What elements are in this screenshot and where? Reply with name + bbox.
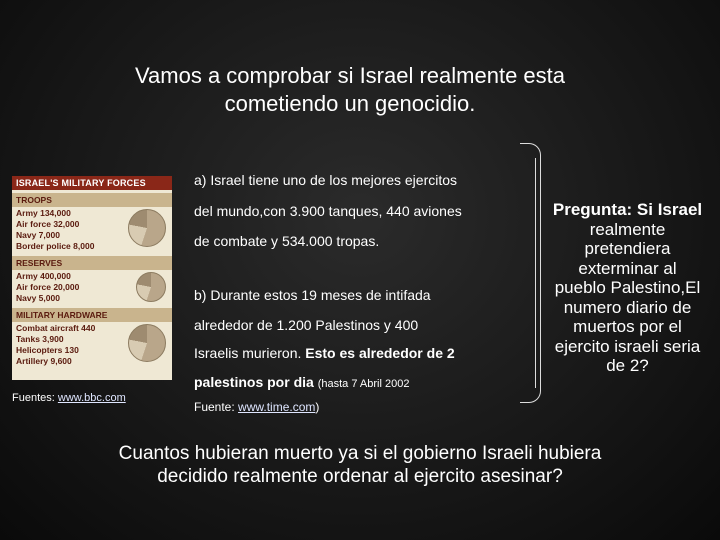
section-title-hardware: MILITARY HARDWARE [12, 308, 172, 322]
question-line: exterminar al [578, 258, 677, 278]
bbc-link[interactable]: www.bbc.com [57, 392, 126, 404]
question-line: pretendiera [584, 239, 671, 258]
para-b-bold: Esto es alrededor de 2 [305, 345, 455, 361]
troops-rows [12, 207, 172, 253]
question-line: pueblo Palestino,El [554, 278, 701, 297]
section-title-reserves: RESERVES [12, 256, 172, 270]
question-line: Pregunta: Si Israel [552, 200, 703, 219]
para-a-line: de combate y 534.000 tropas. [194, 233, 380, 249]
slide-title [60, 62, 640, 118]
hardware-row: Helicopters 130 [16, 345, 79, 355]
source-time [194, 399, 319, 416]
military-forces-heading: ISRAEL'S MILITARY FORCES [12, 176, 172, 190]
title-line: Vamos a comprobar si Israel realmente esta [135, 63, 565, 88]
troops-row: Navy 7,000 [16, 230, 60, 240]
question-line: numero diario de [563, 297, 692, 317]
reserves-row: Air force 20,000 [16, 282, 80, 292]
question-line: de 2? [606, 356, 649, 375]
hardware-row: Combat aircraft 440 [16, 323, 96, 333]
bottom-question-line: Cuantos hubieran muerto ya si el gobierno Israeli hubiera [118, 443, 602, 464]
question-line: realmente [589, 219, 666, 239]
title-line: cometiendo un genocidio. [224, 91, 476, 116]
source-bbc [12, 392, 126, 404]
time-link[interactable]: www.time.com [238, 400, 316, 414]
para-a-line: del mundo,con 3.900 tanques, 440 aviones [194, 203, 462, 219]
bottom-question [60, 442, 660, 488]
source-time-label: Fuente: [194, 400, 235, 414]
reserves-row: Army 400,000 [16, 271, 71, 281]
reserves-rows [12, 270, 172, 305]
para-b-date: (hasta 7 Abril 2002 [317, 378, 410, 390]
question-box [540, 200, 715, 376]
para-a-line: a) Israel tiene uno de los mejores ejercitos [194, 172, 458, 188]
troops-pie-icon [128, 209, 166, 247]
hardware-row: Tanks 3,900 [16, 334, 64, 344]
troops-row: Army 134,000 [16, 208, 71, 218]
source-label: Fuentes: [12, 392, 55, 404]
hardware-rows [12, 322, 172, 368]
para-b-normal: Israelis murieron. [194, 345, 302, 361]
para-b-line [194, 374, 409, 393]
para-b-line: alrededor de 1.200 Palestinos y 400 [194, 317, 419, 333]
hardware-row: Artillery 9,600 [16, 356, 72, 366]
section-title-troops: TROOPS [12, 193, 172, 207]
para-b-line [194, 345, 455, 362]
troops-row: Border police 8,000 [16, 241, 95, 251]
reserves-pie-icon [136, 272, 166, 302]
hardware-pie-icon [128, 324, 166, 362]
question-line: muertos por el [573, 317, 682, 336]
para-b-bold: palestinos por dia [194, 374, 314, 390]
troops-row: Air force 32,000 [16, 219, 80, 229]
bottom-question-line: decidido realmente ordenar al ejercito asesinar? [157, 466, 563, 487]
reserves-row: Navy 5,000 [16, 293, 60, 303]
military-forces-image [12, 176, 172, 380]
source-time-close: ) [315, 400, 320, 414]
para-b-line: b) Durante estos 19 meses de intifada [194, 287, 431, 303]
question-line: ejercito israeli seria [554, 336, 701, 356]
